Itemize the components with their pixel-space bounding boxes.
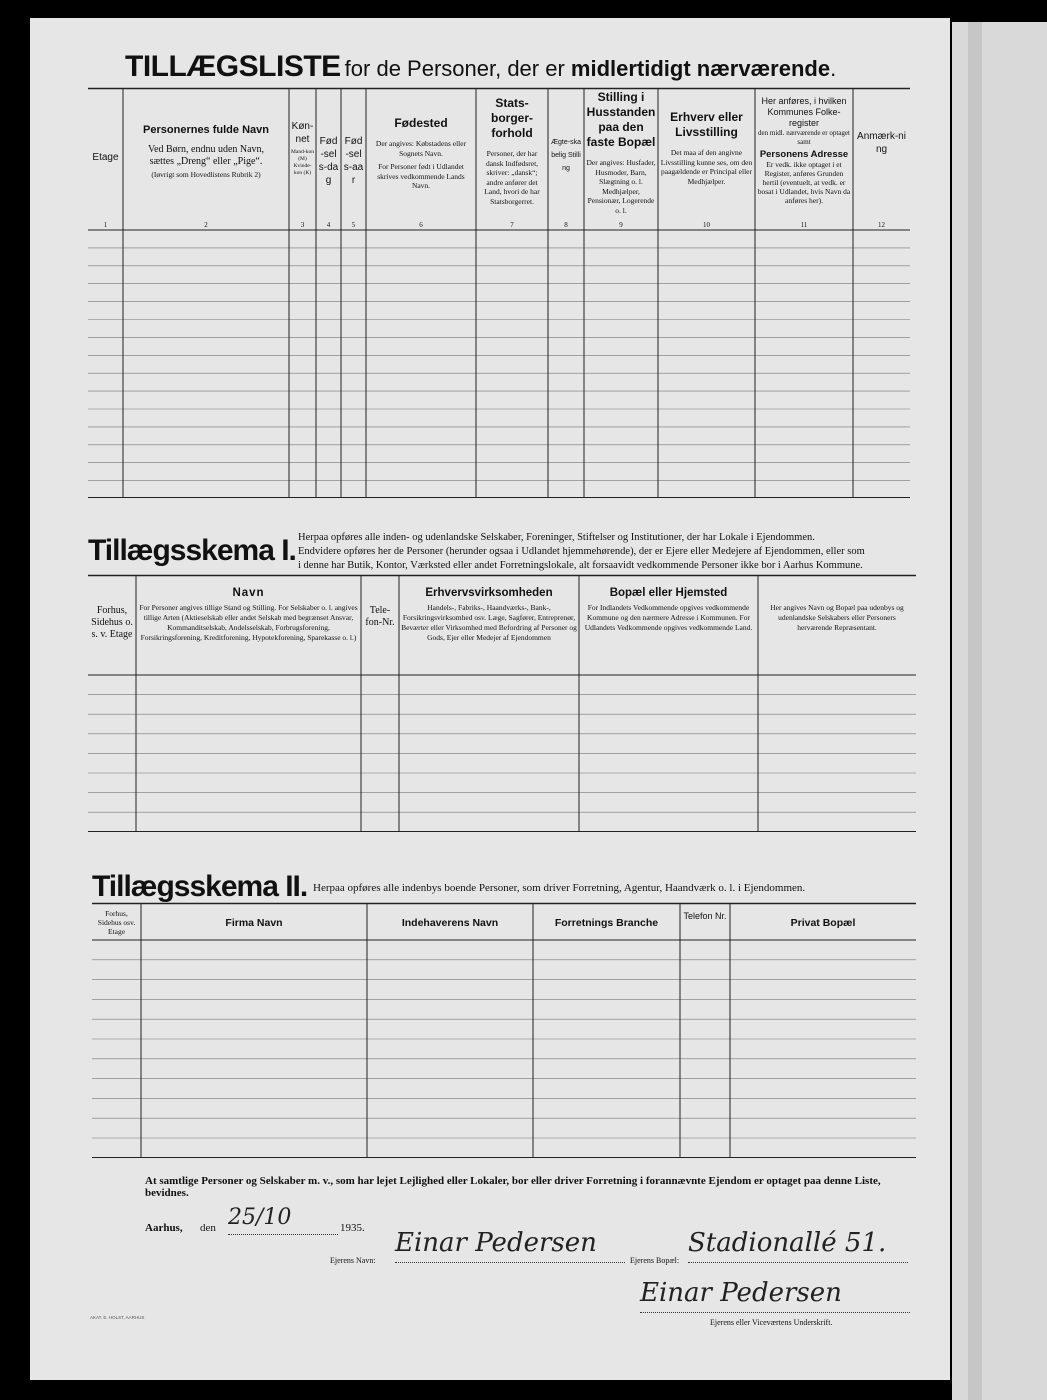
undefined-header-cell <box>401 577 577 673</box>
column-title: Forretnings Branche <box>554 917 659 929</box>
column-title: Ægte-skabelig Stilling <box>551 139 581 172</box>
date-handwritten: 25/10 <box>228 1205 292 1230</box>
column-number: 4 <box>326 221 331 228</box>
undefined-header-cell <box>581 577 756 673</box>
list-title-bold: midlertidigt nærværende <box>570 56 831 81</box>
column-number: 2 <box>204 221 208 228</box>
skema1-table <box>88 575 916 832</box>
undefined-header-cell <box>660 90 753 228</box>
column-title: Tele-fon-Nr. <box>365 605 395 628</box>
column-pre2: den midl. nærværende er optaget samt <box>758 129 850 146</box>
undefined-header-cell <box>125 90 287 228</box>
skema1-desc-line-1: Herpaa opføres alle inden- og udenlandske Selskaber, Foreninger, Stiftelser og Institutioner, der har Lokale i Ejendommen. <box>298 532 815 543</box>
next-page-edge <box>952 22 1047 1400</box>
column-title: Privat Bopæl <box>790 917 856 929</box>
undefined-header-cell <box>550 90 582 228</box>
skema1-title: Tillægsskema I. <box>88 534 296 567</box>
column-subtitle: Der angives: Husfader, Husmoder, Barn, Slægtning o. l. Medhjælper, Pensionær, Logerende o. l. <box>586 158 656 215</box>
column-title: Telefon Nr. <box>683 911 727 921</box>
column-subtitle: Personer, der har dansk Indfødsret, skriver: „dansk“; andre anfører det Land, hvori de har Statsborgerret. <box>484 149 540 206</box>
undefined-header-cell <box>732 905 914 938</box>
column-title: Anmærk-ning <box>857 131 906 155</box>
owner-address-label: Ejerens Bopæl: <box>630 1256 680 1265</box>
column-subtitle: Mand-kon (M) Kvinde-kon (K) <box>291 149 314 176</box>
column-number: 3 <box>300 221 305 228</box>
skema1-desc-line-3: i denne har Butik, Kontor, Værksted eller andet Forretningslokale, alt forsaavidt vedkommende Personer ikke bor i Aarhus Kommune. <box>298 560 863 571</box>
undefined-header-cell <box>682 905 728 938</box>
column-title: Personens Adresse <box>759 149 849 160</box>
place-label: Aarhus, <box>145 1222 183 1234</box>
printer-mark: AKAT. E. HOLST, AARHUS <box>90 1315 145 1320</box>
column-title: Erhverv eller Livsstilling <box>670 110 743 139</box>
column-title: Etage <box>92 152 119 163</box>
column-title: Forhus, Sidehus osv. Etage <box>97 909 136 936</box>
column-title: Navn <box>232 587 265 599</box>
column-subtitle: Her angives Navn og Bopæl paa udenbys og udenlandske Selskabers eller Personers herværende Repræsentant. <box>770 603 904 632</box>
undefined-header-cell <box>318 90 339 228</box>
undefined-header-cell <box>90 90 121 228</box>
column-note: For Personer født i Udlandet skrives vedkommende Lands Navn. <box>377 162 465 190</box>
column-number: 10 <box>703 221 710 228</box>
column-title: Indehaverens Navn <box>401 917 499 929</box>
column-subtitle: For Indlandets Vedkommende opgives vedkommende Kommune og den nærmere Adresse i Kommunen. For Udlandets Vedkommende opgives vedkommende Land. <box>584 603 753 632</box>
list-title-main: TILLÆGSLISTE <box>125 50 341 83</box>
undefined-header-cell <box>368 90 474 228</box>
owner-address: Stadionallé 51. <box>688 1228 908 1263</box>
column-subtitle: Der angives: Købstadens eller Sognets Navn. <box>375 139 467 158</box>
date-label: den <box>200 1222 216 1234</box>
undefined-header-cell <box>369 905 531 938</box>
skema2-title: Tillægsskema II. <box>92 870 308 903</box>
column-subtitle: Er vedk. ikke optaget i et Register, anføres Grunden hertil (eventuelt, at vedk. er bosat i Udlandet, hvis Navn da anføres her). <box>757 160 851 205</box>
column-title: Stilling i Husstanden paa den faste Bopæl <box>586 90 656 149</box>
column-title: Forhus, Sidehus o. s. v. Etage <box>91 605 133 640</box>
column-subtitle: Ved Børn, endnu uden Navn, sættes „Dreng“ eller „Pige“. <box>147 144 265 167</box>
undefined-grid-lines <box>92 903 916 1158</box>
column-subtitle: Det maa af den angivne Livsstilling kunne ses, om den paagældende er Principal eller Medhjælper. <box>660 148 753 186</box>
column-title: Bopæl eller Hjemsted <box>609 587 728 599</box>
undefined-header-cell <box>363 577 397 673</box>
list-table <box>88 88 910 498</box>
column-subtitle: For Personer angives tillige Stand og Stilling. For Selskaber o. l. angives tillige Arten (Aktieselskab eller andet Selskab med begrænset Ansvar, Kommanditselskab, Andelsselskab, Forbrugsforening, Forsikringsforening, Kreditforening, Hypotekforening, Sparekasse o. l.) <box>139 603 358 642</box>
column-title: Fød-sels-dag <box>318 136 339 186</box>
undefined-header-cell <box>535 905 678 938</box>
undefined-header-cell <box>478 90 546 228</box>
column-title: Fødested <box>394 116 448 130</box>
list-title-end: . <box>830 56 837 81</box>
column-title: Personernes fulde Navn <box>143 124 269 136</box>
column-number: 6 <box>419 221 423 228</box>
undefined-header-cell <box>586 90 656 228</box>
list-title <box>125 50 905 84</box>
column-number: 12 <box>878 221 885 228</box>
column-number: 11 <box>800 221 808 228</box>
owner-name-label: Ejerens Navn: <box>330 1256 376 1265</box>
undefined-header-cell <box>757 90 851 228</box>
skema1-desc-line-2: Endvidere opføres her de Personer (herunder ogsaa i Udlandet hjemmehørende), der er Ejere eller Medejere af Ejendommen, eller som <box>298 546 865 557</box>
column-title: Stats-borger-forhold <box>491 96 533 140</box>
undefined-header-cell <box>343 90 364 228</box>
undefined-header-cell <box>90 577 134 673</box>
undefined-header-cell <box>94 905 139 938</box>
skema1-description <box>298 531 916 573</box>
column-title: Køn-net <box>291 121 314 145</box>
column-title: Firma Navn <box>225 917 283 929</box>
skema2-table <box>92 903 916 1158</box>
undefined-header-cell <box>760 577 914 673</box>
column-number: 5 <box>351 221 356 228</box>
column-title: Erhvervsvirksomheden <box>425 587 553 599</box>
signature-label: Ejerens eller Viceværtens Underskrift. <box>710 1318 833 1327</box>
column-title: Fød-sels-aar <box>343 136 364 186</box>
column-number: 1 <box>103 221 108 228</box>
skema2-description: Herpaa opføres alle indenbys boende Personer, som driver Forretning, Agentur, Haandværk o. l. i Ejendommen. <box>313 882 806 894</box>
column-number: 8 <box>564 221 568 228</box>
owner-signature: Einar Pedersen <box>640 1278 910 1313</box>
column-number: 9 <box>619 221 623 228</box>
page-binding-edge <box>968 22 982 1400</box>
undefined-header-cell <box>855 90 908 228</box>
column-note: (Iøvrigt som Hovedlistens Rubrik 2) <box>151 170 261 179</box>
column-number: 7 <box>510 221 514 228</box>
undefined-header-cell <box>291 90 314 228</box>
undefined-header-cell <box>143 905 365 938</box>
column-subtitle: Handels-, Fabriks-, Haandværks-, Bank-, Forsikringsvirksomhed osv. Læge, Sagfører, Entreprenør, Beværter eller Virksomhed med Befordring af Personer og Gods, Ejer eller Medejer af Ejendommen <box>401 603 577 642</box>
list-title-rest: for de Personer, der er <box>344 56 571 81</box>
column-pre: Her anføres, i hvilken Kommunes Folke-register <box>761 96 847 128</box>
undefined-header-cell <box>138 577 359 673</box>
owner-name: Einar Pedersen <box>395 1228 625 1263</box>
year-label: 1935. <box>340 1222 365 1234</box>
date-line <box>228 1234 338 1235</box>
attestation-text: At samtlige Personer og Selskaber m. v., som har lejet Lejlighed eller Lokaler, bor eller driver Forretning i forannævnte Ejendom er optaget paa denne Liste, bevidnes. <box>145 1175 881 1199</box>
